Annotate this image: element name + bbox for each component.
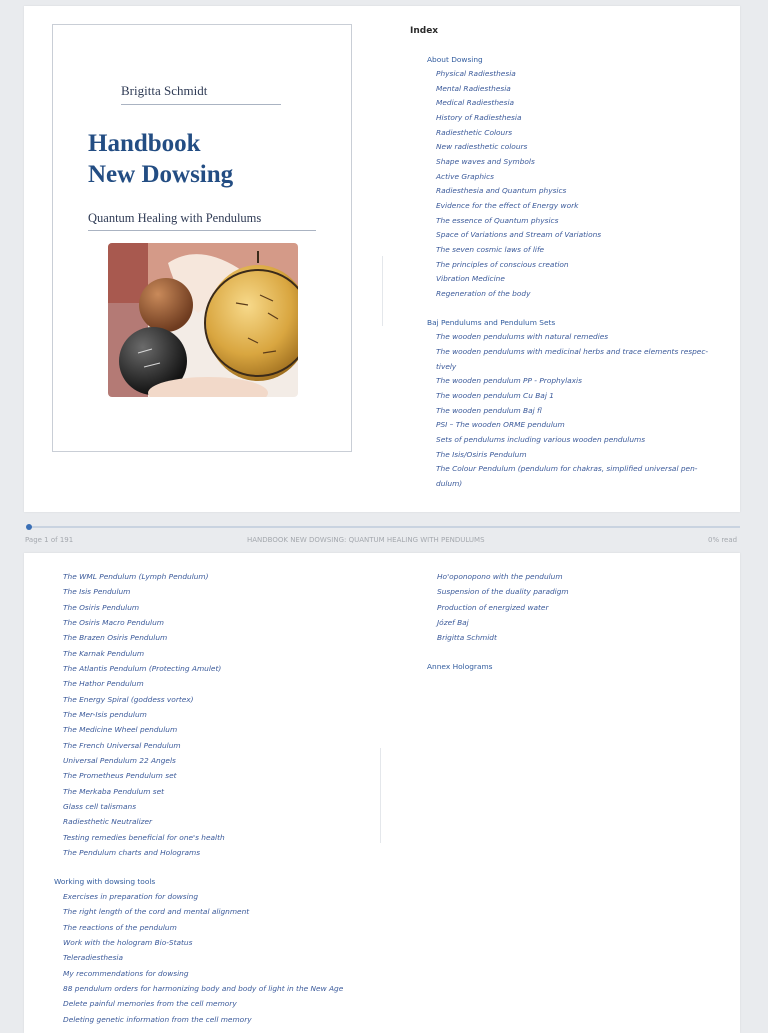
toc-entry[interactable]: Regeneration of the body (436, 289, 531, 298)
toc-entry[interactable]: The wooden pendulums with medicinal herbs and trace elements respec- (436, 347, 709, 356)
toc-entry[interactable]: Vibration Medicine (436, 274, 505, 283)
toc-entry[interactable]: The wooden pendulum Cu Baj 1 (436, 391, 554, 400)
toc-entry[interactable]: The wooden pendulums with natural remedies (436, 332, 609, 341)
toc-entry[interactable]: Suspension of the duality paradigm (437, 587, 569, 596)
toc-entry[interactable]: Radiesthesia and Quantum physics (436, 186, 567, 195)
toc-entry[interactable]: The Brazen Osiris Pendulum (63, 633, 168, 642)
toc-entry[interactable]: Evidence for the effect of Energy work (436, 201, 579, 210)
toc-entry[interactable]: The Hathor Pendulum (63, 679, 144, 688)
toc-entry[interactable]: The essence of Quantum physics (436, 216, 559, 225)
toc-entry[interactable]: Universal Pendulum 22 Angels (63, 756, 176, 765)
toc-entry[interactable]: Radiesthetic Colours (436, 128, 513, 137)
toc-entry[interactable]: New radiesthetic colours (436, 142, 528, 151)
toc-entry[interactable]: The wooden pendulum PP - Prophylaxis (436, 376, 582, 385)
toc-entry[interactable]: The Medicine Wheel pendulum (63, 725, 178, 734)
toc-entry[interactable]: The French Universal Pendulum (63, 741, 181, 750)
toc-entry[interactable]: Radiesthetic Neutralizer (63, 817, 153, 826)
toc-entry[interactable]: The Atlantis Pendulum (Protecting Amulet) (63, 664, 222, 673)
toc-entry[interactable]: Glass cell talismans (63, 802, 137, 811)
toc-entry[interactable]: Shape waves and Symbols (436, 157, 535, 166)
toc-entry[interactable]: History of Radiesthesia (436, 113, 522, 122)
toc-entry[interactable]: Exercises in preparation for dowsing (63, 892, 199, 901)
cover-photo (108, 243, 298, 397)
toc-entry[interactable]: Space of Variations and Stream of Variations (436, 230, 602, 239)
toc-entry[interactable]: Production of energized water (437, 603, 549, 612)
toc-entry[interactable]: The Energy Spiral (goddess vortex) (63, 695, 194, 704)
toc-entry[interactable]: dulum) (436, 479, 463, 488)
toc-entry[interactable]: The Merkaba Pendulum set (63, 787, 165, 796)
toc-entry[interactable]: The Mer-Isis pendulum (63, 710, 147, 719)
toc-entry[interactable]: The reactions of the pendulum (63, 923, 177, 932)
toc-entry[interactable]: My recommendations for dowsing (63, 969, 189, 978)
toc-entry[interactable]: Active Graphics (436, 172, 494, 181)
toc-section-baj-pendulums[interactable]: Baj Pendulums and Pendulum Sets (427, 318, 556, 327)
cover-title-line-1: Handbook (88, 130, 201, 157)
toc-entry[interactable]: PSI – The wooden ORME pendulum (436, 420, 565, 429)
toc-entry[interactable]: Józef Baj (437, 618, 469, 627)
toc-entry[interactable]: The Karnak Pendulum (63, 649, 145, 658)
page-counter: Page 1 of 191 (25, 536, 74, 544)
toc-section-working-with-dowsing-tools[interactable]: Working with dowsing tools (54, 877, 156, 886)
toc-entry[interactable]: Brigitta Schmidt (437, 633, 497, 642)
toc-entry[interactable]: Testing remedies beneficial for one's health (63, 833, 225, 842)
toc-entry[interactable]: The Isis/Osiris Pendulum (436, 450, 527, 459)
toc-entry[interactable]: Delete painful memories from the cell memory (63, 999, 237, 1008)
toc-entry[interactable]: Mental Radiesthesia (436, 84, 511, 93)
toc-entry[interactable]: The Isis Pendulum (63, 587, 131, 596)
toc-entry[interactable]: The Pendulum charts and Holograms (63, 848, 201, 857)
toc-entry[interactable]: The Osiris Pendulum (63, 603, 140, 612)
column-separator (382, 256, 383, 326)
toc-entry[interactable]: The Osiris Macro Pendulum (63, 618, 164, 627)
toc-entry[interactable]: Medical Radiesthesia (436, 98, 515, 107)
cover-title (88, 128, 328, 190)
toc-entry[interactable]: The Prometheus Pendulum set (63, 771, 177, 780)
book-page-2 (24, 553, 740, 1033)
toc-entry[interactable]: The seven cosmic laws of life (436, 245, 545, 254)
percent-read: 0% read (708, 536, 738, 544)
column-separator (380, 748, 381, 843)
toc-entry[interactable]: Ho'oponopono with the pendulum (437, 572, 563, 581)
book-cover (52, 24, 352, 452)
book-title-status: HANDBOOK NEW DOWSING: QUANTUM HEALING WITH PENDULUMS (247, 536, 485, 544)
toc-entry[interactable]: The WML Pendulum (Lymph Pendulum) (63, 572, 209, 581)
toc-entry[interactable]: tively (436, 362, 457, 371)
toc-entry[interactable]: The principles of conscious creation (436, 260, 569, 269)
toc-entry[interactable]: The Colour Pendulum (pendulum for chakras, simplified universal pen- (436, 464, 698, 473)
toc-entry[interactable]: The wooden pendulum Baj fl (436, 406, 542, 415)
toc-entry[interactable]: Physical Radiesthesia (436, 69, 516, 78)
toc-entry[interactable]: Work with the hologram Bio-Status (63, 938, 193, 947)
toc-entry[interactable]: Sets of pendulums including various wooden pendulums (436, 435, 646, 444)
toc-entry[interactable]: 88 pendulum orders for harmonizing body and body of light in the New Age (63, 984, 344, 993)
toc-section-annex-holograms[interactable]: Annex Holograms (427, 662, 493, 671)
toc-section-about-dowsing[interactable]: About Dowsing (427, 55, 483, 64)
cover-author: Brigitta Schmidt (121, 83, 281, 105)
toc-entry[interactable]: The right length of the cord and mental alignment (63, 907, 250, 916)
index-title: Index (410, 26, 439, 36)
cover-subtitle: Quantum Healing with Pendulums (88, 211, 316, 231)
toc-entry[interactable]: Teleradiesthesia (63, 953, 124, 962)
cover-title-line-2: New Dowsing (88, 161, 234, 188)
toc-entry[interactable]: Deleting genetic information from the cell memory (63, 1015, 252, 1024)
reading-progress-handle[interactable] (26, 524, 32, 530)
reading-progress-bar[interactable] (28, 526, 740, 528)
book-page-1 (24, 6, 740, 512)
